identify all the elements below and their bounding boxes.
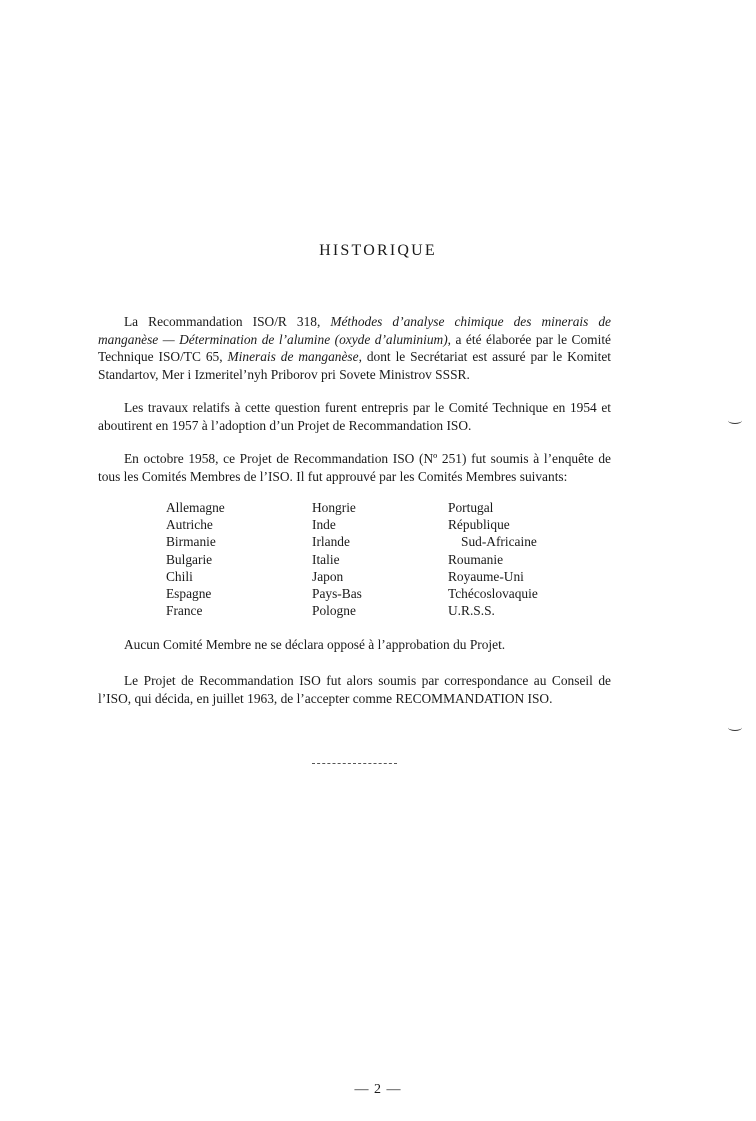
paragraph-no-opposition [98,636,611,654]
paragraph-no-opposition-text: Aucun Comité Membre ne se déclara opposé à l’approbation du Projet. [124,637,506,652]
country-item: Italie [312,551,340,567]
paragraph-origin-text-1: La Recommandation ISO/R 318, [124,314,331,329]
margin-mark [728,724,742,731]
paragraph-acceptance-text: Le Projet de Recommandation ISO fut alors soumis par correspondance au Conseil de l’ISO, qui décida, en juillet 1963, de l’accepter comme RECOMMANDATION ISO. [98,673,611,706]
paragraph-work [98,399,611,434]
section-divider [312,763,397,764]
country-item: Roumanie [448,551,504,567]
paragraph-origin-title-italic: Méthodes d’analyse chimique des minerais de manganèse — Détermination de l’alumine (oxyde d’aluminium) [98,314,611,347]
countries-column-3 [448,499,538,619]
margin-mark [728,417,742,424]
paragraph-work-text: Les travaux relatifs à cette question furent entrepris par le Comité Technique en 1954 et aboutirent en 1957 à l’adoption d’un Projet de Recommandation ISO. [98,400,611,433]
paragraph-origin [98,313,611,383]
paragraph-acceptance [98,672,611,707]
country-item: Inde [312,517,336,533]
country-item: Bulgarie [166,551,213,567]
country-item: France [166,603,203,619]
country-item: Birmanie [166,534,216,550]
country-item: Tchécoslovaquie [448,585,538,601]
country-item: Allemagne [166,500,225,515]
countries-column-1 [166,499,225,619]
page-title: HISTORIQUE [319,242,437,259]
country-item: Pologne [312,603,356,619]
country-item: Chili [166,568,193,584]
country-item: Espagne [166,585,212,601]
country-item: Portugal [448,500,494,515]
paragraph-enquiry [98,450,611,485]
country-item: U.R.S.S. [448,603,495,619]
country-item: Japon [312,568,344,584]
country-item: Pays-Bas [312,585,362,601]
country-item: République [448,517,510,533]
country-item: Irlande [312,534,350,550]
country-item: Autriche [166,517,213,533]
paragraph-enquiry-text: En octobre 1958, ce Projet de Recommandation ISO (Nº 251) fut soumis à l’enquête de tous les Comités Membres de l’ISO. Il fut approuvé par les Comités Membres suivants: [98,451,611,484]
country-item: Royaume-Uni [448,568,524,584]
country-item: Hongrie [312,500,356,515]
paragraph-origin-committee-italic: Minerais de manganèse [227,349,359,365]
paragraph-origin-text-2: , a été élaborée par le Comité Technique ISO/TC 65, [98,331,611,365]
page-number: — 2 — [354,1082,402,1097]
countries-column-2 [312,499,362,619]
paragraph-origin-text-3: , dont le Secrétariat est assuré par le Komitet Standartov, Mer i Izmeritel’nyh Priborov pri Sovete Ministrov SSSR. [98,349,611,382]
country-item-continuation: Sud-Africaine [461,534,537,550]
